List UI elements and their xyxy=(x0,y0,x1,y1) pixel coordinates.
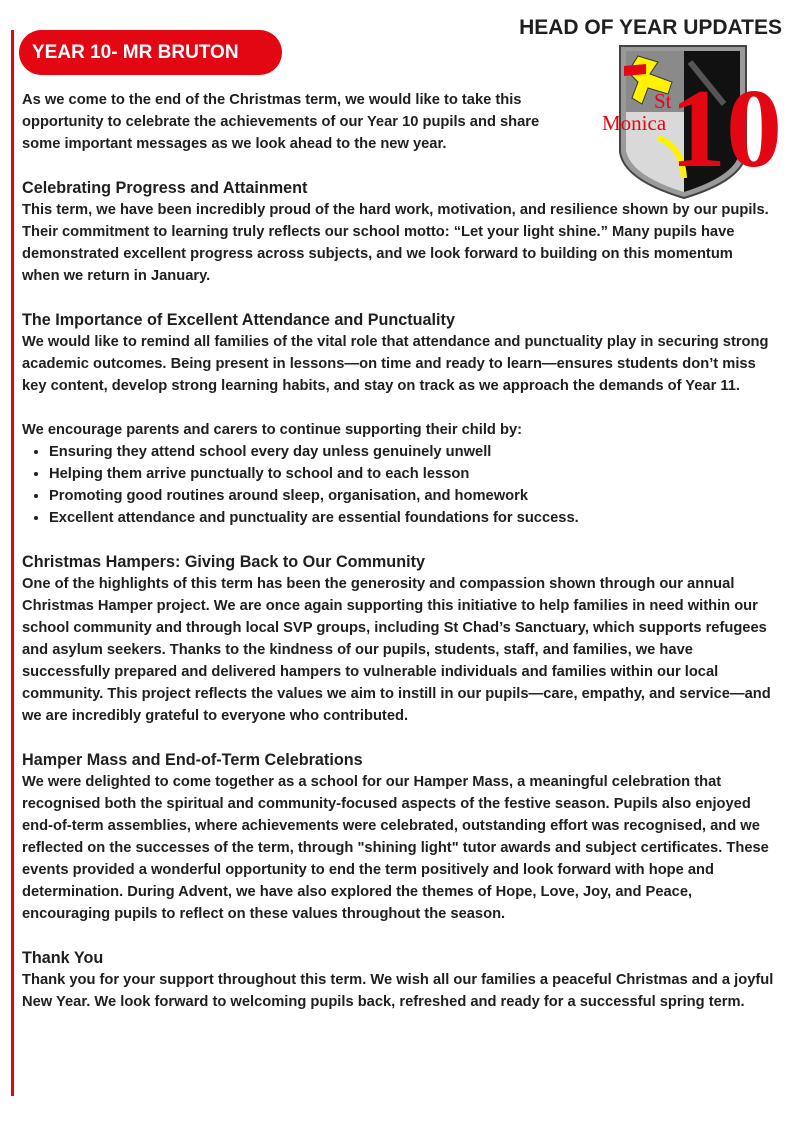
heading-hampers: Christmas Hampers: Giving Back to Our Community xyxy=(22,553,425,571)
list-item: • Ensuring they attend school every day unless genuinely unwell xyxy=(49,441,774,463)
heading-mass: Hamper Mass and End-of-Term Celebrations xyxy=(22,751,363,769)
heading-attendance: The Importance of Excellent Attendance and Punctuality xyxy=(22,311,455,329)
left-accent-bar xyxy=(11,30,14,1096)
hampers-paragraph: One of the highlights of this term has been the generosity and compassion shown through our annual Christmas Hamper project. We are once again supporting this initiative to help families in need within our school community and through local SVP groups, including St Chad’s Sanctuary, which supports refugees and asylum seekers. Thanks to the kindness of our pupils, students, staff, and families, we have successfully prepared and delivered hampers to vulnerable individuals and families within our local community. This project reflects the values we aim to instill in our pupils—care, empathy, and service—and we are incredibly grateful to everyone who contributed. xyxy=(22,576,771,724)
list-item: • Excellent attendance and punctuality are essential foundations for success. xyxy=(49,507,774,529)
year-badge xyxy=(19,30,282,75)
list-item: • Helping them arrive punctually to school and to each lesson xyxy=(49,463,774,485)
heading-progress: Celebrating Progress and Attainment xyxy=(22,179,308,197)
crest-year-number: 10 xyxy=(670,67,782,191)
mass-paragraph: We were delighted to come together as a school for our Hamper Mass, a meaningful celebration that recognised both the spiritual and community-focused aspects of the festive season. Pupils also enjoyed end-of-term assemblies, where achievements were celebrated, outstanding effort was recognised, and we reflected on the successes of the term, through "shining light" tutor awards and subject certificates. These events provided a wonderful opportunity to end the term positively and look forward with hope and determination. During Advent, we have also explored the themes of Hope, Love, Joy, and Peace, encouraging pupils to reflect on these values throughout the season. xyxy=(22,774,769,922)
attendance-bullet-list xyxy=(22,441,774,529)
attendance-paragraph: We would like to remind all families of the vital role that attendance and punctuality play in securing strong academic outcomes. Being present in lessons—on time and ready to learn—ensures students don’t miss key content, develop strong learning habits, and stay on track as we approach the demands of Year 11. xyxy=(22,334,769,394)
thanks-paragraph: Thank you for your support throughout this term. We wish all our families a peaceful Christmas and a joyful New Year. We look forward to welcoming pupils back, refreshed and ready for a successful spring term. xyxy=(22,972,774,1010)
crest-name-line2: Monica xyxy=(602,111,667,135)
progress-paragraph: This term, we have been incredibly proud of the hard work, motivation, and resilience shown by our pupils. Their commitment to learning truly reflects our school motto: “Let your light shine.” Many pupils have demonstrated excellent progress across subjects, and we look forward to building on this momentum when we return in January. xyxy=(22,202,769,284)
year-badge-label: YEAR 10- MR BRUTON xyxy=(32,41,239,63)
page-title: HEAD OF YEAR UPDATES xyxy=(519,16,782,39)
intro-paragraph: As we come to the end of the Christmas term, we would like to take this opportunity to celebrate the achievements of our Year 10 pupils and share some important messages as we look ahead to the new year. xyxy=(22,92,540,152)
heading-thanks: Thank You xyxy=(22,949,104,967)
list-item: • Promoting good routines around sleep, organisation, and homework xyxy=(49,485,774,507)
newsletter-body xyxy=(22,89,774,1013)
crest-name-line1: St xyxy=(654,89,672,113)
attendance-encourage-text: We encourage parents and carers to continue supporting their child by: xyxy=(22,422,522,438)
